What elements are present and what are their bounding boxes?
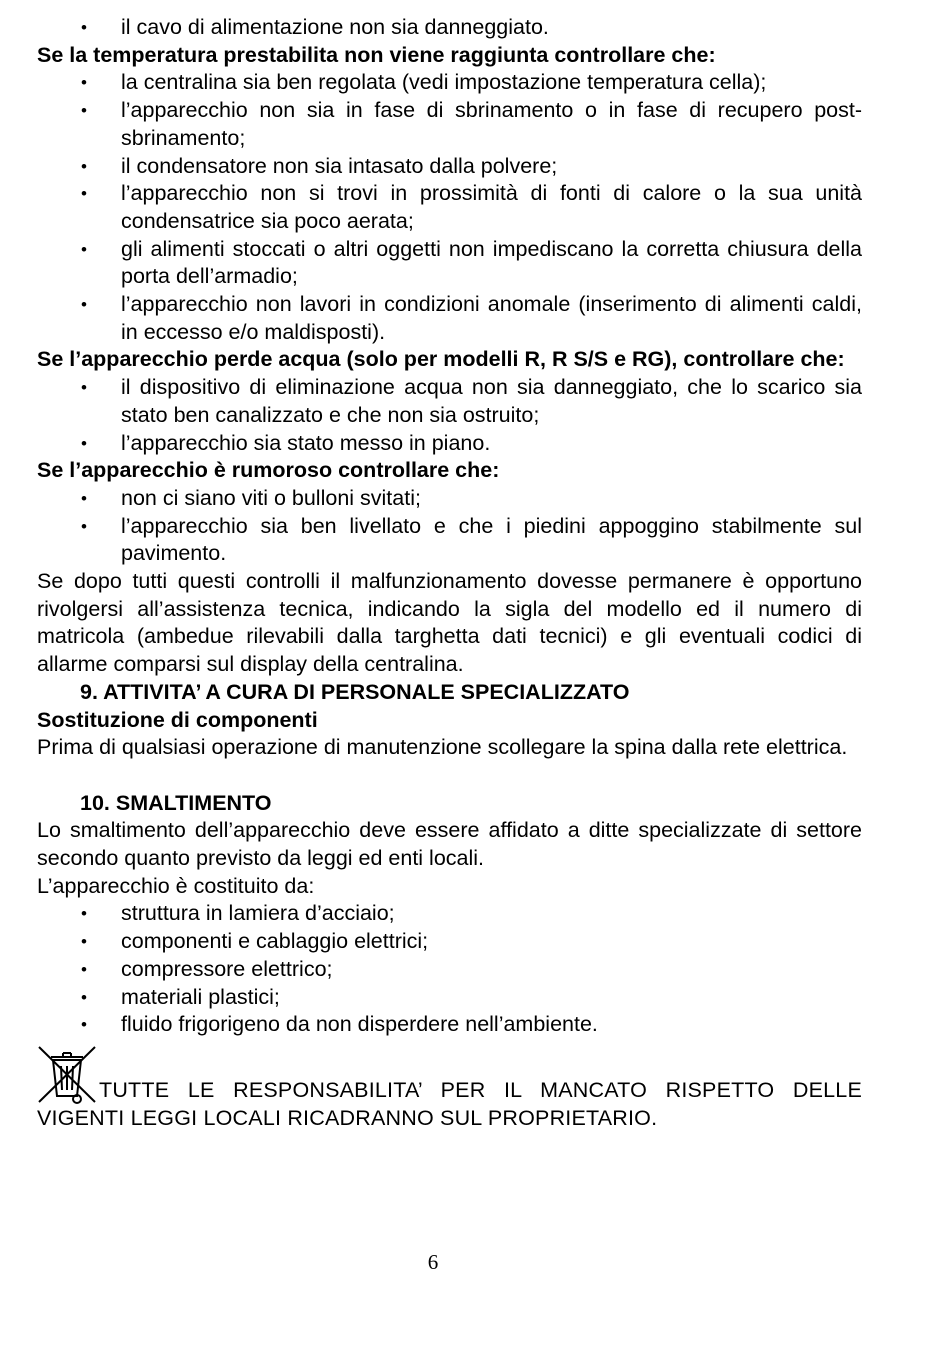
list-item-text: l’apparecchio non si trovi in prossimità di fonti di calore o la sua unità condensatrice sia poco aerata; [121,181,862,233]
list-item [37,97,862,152]
bullet: • [81,959,87,979]
list-item-text: il condensatore non sia intasato dalla polvere; [121,153,558,178]
bullet: • [81,516,87,536]
bullet: • [81,73,87,93]
composition-list [37,900,862,1039]
page-number: 6 [427,1250,439,1274]
list-item [37,14,862,42]
bullet: • [81,156,87,176]
document-page [37,14,862,1132]
list-item [37,900,862,928]
component-replacement-paragraph: Prima di qualsiasi operazione di manutenzione scollegare la spina dalla rete elettrica. [37,735,848,760]
bullet: • [81,932,87,952]
list-item [37,236,862,291]
list-item-text: il dispositivo di eliminazione acqua non sia danneggiato, che lo scarico sia stato ben canalizzato e che non sia ostruito; [121,375,862,427]
bullet: • [81,378,87,398]
list-item-text: l’apparecchio sia ben livellato e che i piedini appoggino stabilmente sul pavimento. [121,513,862,566]
list-item [37,291,862,346]
noise-checklist [37,485,862,568]
list-item-text: l’apparecchio non sia in fase di sbrinamento o in fase di recupero post-sbrinamento; [121,98,862,150]
list-item-text: struttura in lamiera d’acciaio; [121,901,395,926]
bullet: • [81,18,87,37]
power-cable-list [37,14,862,42]
list-item-text: il cavo di alimentazione non sia danneggiato. [121,15,549,39]
bullet: • [81,433,87,453]
list-item-text: fluido frigorigeno da non disperdere nell’ambiente. [121,1012,598,1037]
bullet: • [81,904,87,924]
list-item [37,928,862,956]
temperature-checklist [37,69,862,346]
bullet: • [81,987,87,1007]
list-item [37,513,862,568]
list-item [37,984,862,1012]
bullet: • [81,295,87,315]
list-item-text: l’apparecchio sia stato messo in piano. [121,430,491,455]
crossed-out-wheelie-bin-icon [37,1044,99,1108]
list-item [37,430,862,458]
water-leak-checklist [37,374,862,457]
weee-notice [37,1044,862,1132]
list-item [37,153,862,181]
composition-intro: L’apparecchio è costituito da: [37,873,315,898]
bullet: • [81,101,87,121]
list-item [37,1011,862,1039]
list-item-text: la centralina sia ben regolata (vedi impostazione temperatura cella); [121,70,767,95]
list-item [37,180,862,235]
bullet: • [81,1015,87,1035]
list-item [37,485,862,513]
temperature-heading: Se la temperatura prestabilita non viene raggiunta controllare che: [37,42,716,67]
bullet: • [81,488,87,508]
list-item-text: l’apparecchio non lavori in condizioni anomale (inserimento di alimenti caldi, in eccesso e/o maldisposti). [121,292,862,344]
water-leak-heading: Se l’apparecchio perde acqua (solo per modelli R, R S/S e RG), controllare che: [37,347,845,372]
list-item-text: non ci siano viti o bulloni svitati; [121,485,421,510]
component-replacement-heading: Sostituzione di componenti [37,707,318,732]
section-10-title: 10. SMALTIMENTO [80,790,272,815]
liability-notice: TUTTE LE RESPONSABILITA’ PER IL MANCATO RISPETTO DELLE VIGENTI LEGGI LOCALI RICADRANNO SUL PROPRIETARIO. [37,1078,862,1130]
list-item-text: compressore elettrico; [121,956,333,981]
list-item [37,374,862,429]
list-item-text: materiali plastici; [121,984,280,1009]
section-9-title: 9. ATTIVITA’ A CURA DI PERSONALE SPECIALIZZATO [80,679,630,704]
list-item-text: gli alimenti stoccati o altri oggetti non impediscano la corretta chiusura della porta dell’armadio; [121,236,862,289]
list-item [37,69,862,97]
list-item-text: componenti e cablaggio elettrici; [121,929,429,954]
bullet: • [81,239,87,259]
noise-heading: Se l’apparecchio è rumoroso controllare che: [37,458,500,483]
spacer [37,762,862,790]
bullet: • [81,184,87,204]
disposal-paragraph: Lo smaltimento dell’apparecchio deve essere affidato a ditte specializzate di settore secondo quanto previsto da leggi ed enti locali. [37,818,862,871]
malfunction-paragraph: Se dopo tutti questi controlli il malfunzionamento dovesse permanere è opportuno rivolgersi all’assistenza tecnica, indicando la sigla del modello ed il numero di matricola (ambedue rilevabili dalla targhetta dati tecnici) e gli eventuali codici di allarme comparsi sul display della centralina. [37,569,862,677]
list-item [37,956,862,984]
